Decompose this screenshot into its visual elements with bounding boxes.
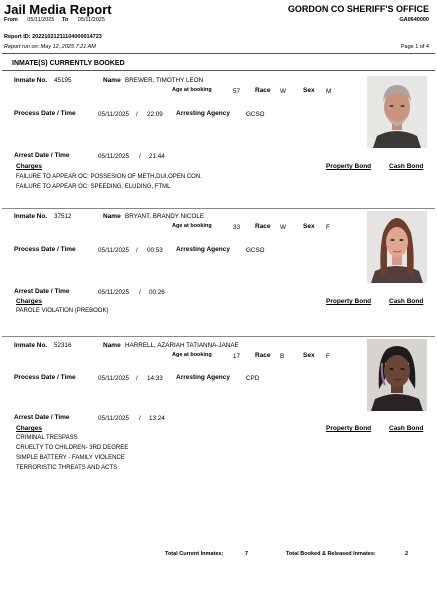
inmate-record: [2, 72, 435, 205]
inmate-name: BREWER, TIMOTHY LEON: [125, 77, 204, 84]
property-bond-label: Property Bond: [326, 298, 372, 305]
arrest-slash: /: [139, 415, 141, 422]
sex-label: Sex: [303, 352, 315, 359]
process-slash: /: [136, 111, 138, 118]
race-label: Race: [255, 223, 271, 230]
inmate-sex: F: [326, 224, 330, 231]
property-bond-label: Property Bond: [326, 425, 372, 432]
arrest-date: 05/11/2025: [98, 153, 130, 160]
record-divider: [2, 208, 435, 209]
section-divider: [2, 70, 435, 71]
date-range: [4, 17, 111, 23]
process-label: Process Date / Time: [14, 110, 76, 117]
record-divider: [2, 336, 435, 337]
cash-bond-label: Cash Bond: [389, 298, 424, 305]
page-number: Page 1 of 4: [400, 44, 429, 50]
total-booked-count: 2: [405, 551, 409, 557]
from-label: From: [4, 17, 18, 23]
process-date: 05/11/2025: [98, 247, 130, 254]
sex-label: Sex: [303, 223, 315, 230]
age-label: Age at booking: [172, 87, 212, 93]
charge-item: TERRORISTIC THREATS AND ACTS: [16, 465, 118, 471]
process-time: 14:33: [147, 375, 163, 382]
agency-label: Arresting Agency: [176, 246, 230, 253]
process-slash: /: [136, 247, 138, 254]
name-label: Name: [103, 77, 121, 84]
ori-number: GA0640000: [399, 17, 429, 23]
inmate-no-label: Inmate No.: [14, 77, 48, 84]
office-name: GORDON CO SHERIFF'S OFFICE: [287, 4, 429, 14]
arrest-time: 13:24: [149, 415, 165, 422]
process-time: 22:09: [147, 111, 163, 118]
inmate-record: [2, 338, 435, 488]
arrest-label: Arrest Date / Time: [14, 152, 70, 159]
process-time: 00:53: [147, 247, 163, 254]
process-date: 05/11/2025: [98, 111, 130, 118]
to-date: 05/11/2025: [77, 17, 105, 23]
agency-label: Arresting Agency: [176, 374, 230, 381]
mugshot-photo: [367, 76, 427, 148]
process-date: 05/11/2025: [98, 375, 130, 382]
process-label: Process Date / Time: [14, 374, 76, 381]
charges-label: Charges: [16, 163, 43, 170]
race-label: Race: [255, 87, 271, 94]
inmate-age: 57: [233, 88, 241, 95]
report-title: Jail Media Report: [4, 2, 112, 17]
arrest-slash: /: [139, 153, 141, 160]
header-divider: [2, 53, 435, 54]
inmate-age: 33: [233, 224, 241, 231]
agency-label: Arresting Agency: [176, 110, 230, 117]
charges-label: Charges: [16, 425, 43, 432]
charge-item: PAROLE VIOLATION (PREBOOK): [16, 308, 109, 314]
to-label: To: [61, 17, 69, 23]
arrest-label: Arrest Date / Time: [14, 414, 70, 421]
inmate-age: 17: [233, 353, 241, 360]
inmate-race: W: [280, 88, 286, 95]
report-id: Report ID: 20221021211104000014723: [4, 34, 102, 40]
process-slash: /: [136, 375, 138, 382]
arrest-time: 00:26: [149, 289, 165, 296]
arresting-agency: CPD: [246, 375, 260, 382]
age-label: Age at booking: [172, 223, 212, 229]
inmate-no-label: Inmate No.: [14, 342, 48, 349]
charge-item: FAILURE TO APPEAR OC: SPEEDING, ELUDING, FTML: [16, 184, 171, 190]
inmate-sex: M: [326, 88, 332, 95]
section-title: INMATE(S) CURRENTLY BOOKED: [12, 60, 125, 67]
inmate-no-label: Inmate No.: [14, 213, 48, 220]
age-label: Age at booking: [172, 352, 212, 358]
total-booked-label: Total Booked & Released Inmates:: [286, 551, 376, 557]
property-bond-label: Property Bond: [326, 163, 372, 170]
report-run-on: Report run on: May 12, 2025 7:21 AM: [4, 44, 96, 50]
charges-label: Charges: [16, 298, 43, 305]
inmate-no: 52316: [54, 342, 72, 349]
sex-label: Sex: [303, 87, 315, 94]
cash-bond-label: Cash Bond: [389, 163, 424, 170]
inmate-no: 37512: [54, 213, 72, 220]
mugshot-photo: [367, 339, 427, 411]
charge-item: FAILURE TO APPEAR OC: POSSESION OF METH,DUI,OPEN CON.: [16, 174, 202, 180]
cash-bond-label: Cash Bond: [389, 425, 424, 432]
arrest-slash: /: [139, 289, 141, 296]
arrest-date: 05/11/2025: [98, 415, 130, 422]
inmate-name: HARRELL, AZARIAH TATIANNA-JANAE: [125, 342, 239, 349]
name-label: Name: [103, 213, 121, 220]
name-label: Name: [103, 342, 121, 349]
inmate-record: [2, 210, 435, 332]
total-current-count: 7: [245, 551, 249, 557]
inmate-name: BRYANT, BRANDY NICOLE: [125, 213, 205, 220]
arresting-agency: GCSO: [246, 247, 265, 254]
inmate-no: 45195: [54, 77, 72, 84]
charge-item: CRIMINAL TRESPASS: [16, 435, 78, 441]
arrest-label: Arrest Date / Time: [14, 288, 70, 295]
process-label: Process Date / Time: [14, 246, 76, 253]
arrest-date: 05/11/2025: [98, 289, 130, 296]
inmate-sex: F: [326, 353, 330, 360]
charge-item: SIMPLE BATTERY - FAMILY VIOLENCE: [16, 455, 125, 461]
inmate-race: W: [280, 224, 286, 231]
charge-item: CRUELTY TO CHILDREN- 3RD DEGREE: [16, 445, 129, 451]
inmate-race: B: [280, 353, 285, 360]
arresting-agency: GCSO: [246, 111, 265, 118]
arrest-time: 21:44: [149, 153, 165, 160]
race-label: Race: [255, 352, 271, 359]
from-date: 05/11/2025: [27, 17, 55, 23]
total-current-label: Total Current Inmates:: [165, 551, 224, 557]
mugshot-photo: [367, 211, 427, 283]
